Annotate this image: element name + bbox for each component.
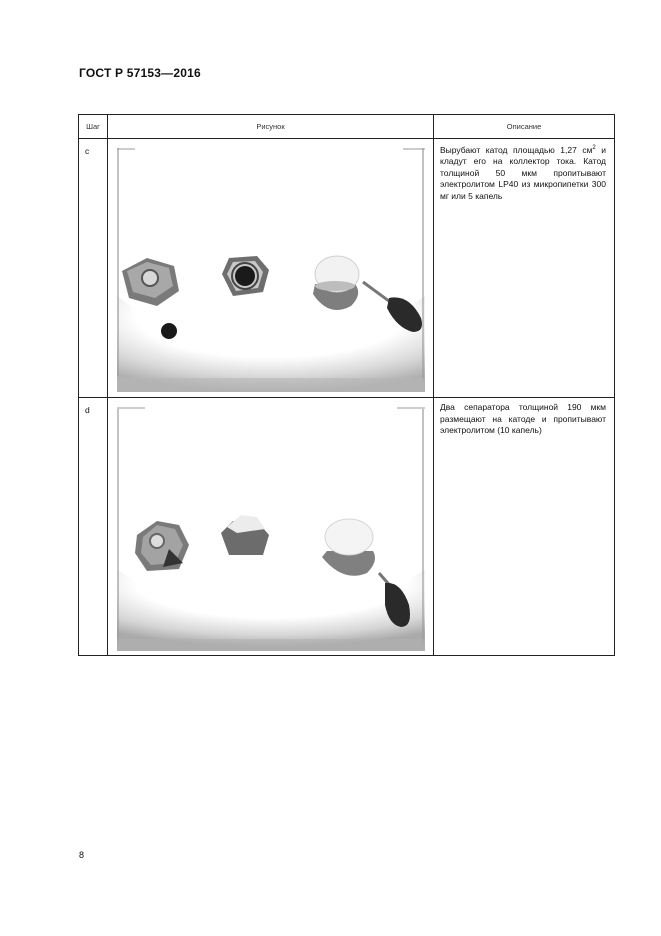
table-header-row: [79, 115, 615, 139]
picture-cell: [108, 139, 434, 398]
photo-step-c: [117, 146, 425, 392]
cathode-disc-icon: [161, 323, 177, 339]
superscript-2: 2: [592, 145, 596, 151]
picture-cell: [108, 398, 434, 656]
collector-cup-icon: [313, 256, 359, 310]
steps-table: [78, 114, 615, 656]
header-step: Шаг: [79, 115, 108, 139]
header-picture: Рисунок: [108, 115, 434, 139]
header-description: Описание: [434, 115, 615, 139]
document-code: ГОСТ Р 57153—2016: [79, 66, 201, 80]
page-number: 8: [79, 850, 85, 860]
step-label: d: [79, 398, 108, 656]
step-description: Вырубают катод площадью 1,27 $см^2$ и кладут его на коллектор тока. Катод толщиной 50 мкм пропитывают электролитом LP40 из микропипетки 300 мг или 5 капель: [434, 139, 615, 398]
step-label: c: [79, 139, 108, 398]
table-row: [79, 398, 615, 656]
table-row: [79, 139, 615, 398]
step-description: Два сепаратора толщиной 190 мкм размещают на катоде и пропитывают электролитом (10 капель): [434, 398, 615, 656]
photo-step-d: [117, 405, 425, 651]
